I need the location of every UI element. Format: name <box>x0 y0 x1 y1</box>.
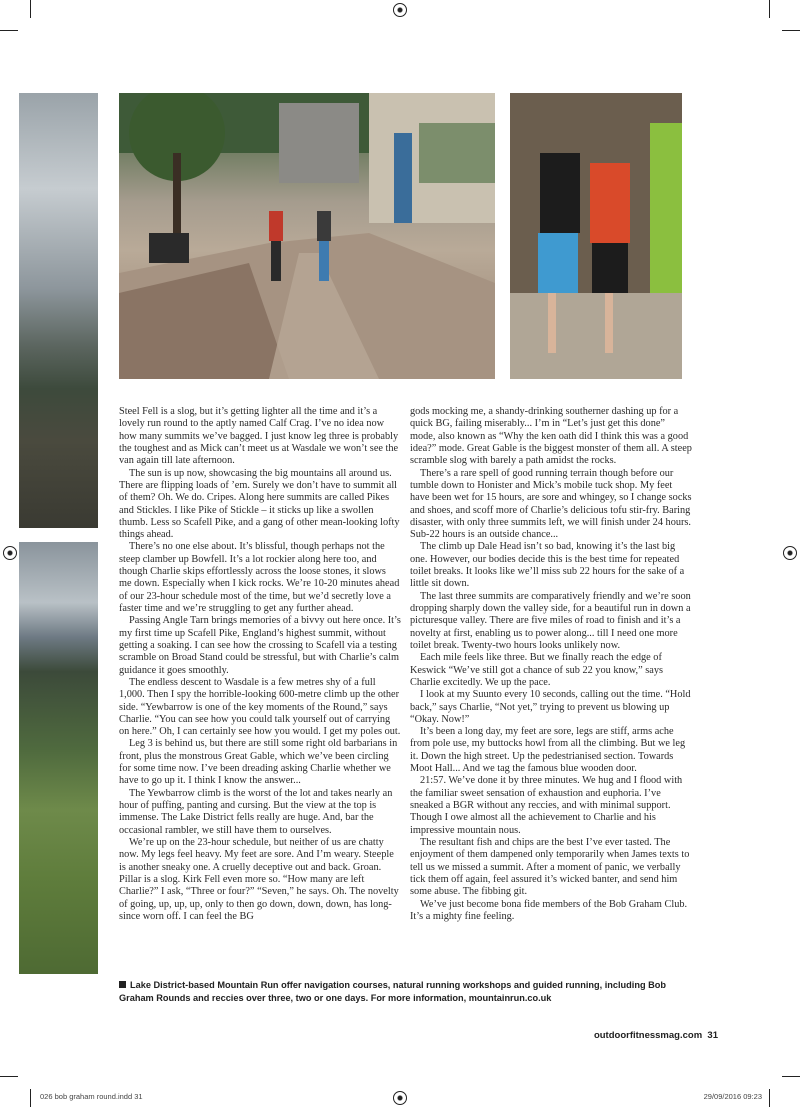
street-running-photo <box>119 93 495 379</box>
footnote-text: Lake District-based Mountain Run offer navigation courses, natural running workshops and guided running, including Bob Graham Rounds and reccies over three, two or one days. For more information, mountainrun.co.uk <box>119 980 666 1003</box>
crop-mark <box>782 30 800 31</box>
magazine-site: outdoorfitnessmag.com <box>593 1030 703 1041</box>
hug-scene-illustration <box>510 93 682 379</box>
paragraph: There’s no one else about. It’s blissful, though perhaps not the steep clamber up Bowfell. It’s a lot rockier along here too, and though Charlie skips effortlessly across the loose stones, it slows me down. Especially when I kick rocks. We’re 10-20 minutes ahead of our 23-hour schedule most of the time, but we’d secretly love a faster time and we’re struggling to get any further ahead. <box>119 541 400 614</box>
street-scene-illustration <box>119 93 495 379</box>
registration-mark <box>393 1091 407 1105</box>
paragraph: The Yewbarrow climb is the worst of the lot and takes nearly an hour of puffing, panting and cursing. But the view at the top is immense. The Lake District fells really are huge. And, bar the occasional rambler, we still have them to ourselves. <box>119 787 393 836</box>
paragraph: Passing Angle Tarn brings memories of a bivvy out here once. It’s my first time up Scafell Pike, England’s highest summit, without getting a soaking. I can see how the crossing to Scafell via a testing scramble on Broad Stand could be stressful, but with Charlie’s calm guidance it goes smoothly. <box>119 615 401 676</box>
paragraph: There’s a rare spell of good running terrain though before our tumble down to Honister and Mick’s mobile tuck shop. My feet have been wet for 15 hours, are sore and whingey, so I change socks and shoes, and scoff more of Charlie’s delicious tofu stir-fry. Baring disaster, with only three summits left, we will finish under 24 hours. Sub-22 hours is an outside chance... <box>410 467 692 541</box>
registration-mark <box>393 3 407 17</box>
paragraph: The sun is up now, showcasing the big mountains all around us. There are flipping loads of ’em. Surely we don’t have to summit all of them? Oh. We do. Cripes. Along here summits are called Pikes and Stickles. I like Pike of Stickle – it sticks up like a swollen thumb. Less so Scafell Pike, and a gang of other mean-looking lofty things ahead. <box>119 467 400 541</box>
paragraph: The climb up Dale Head isn’t so bad, knowing it’s the last big one. However, our bodies decide this is the best time for repeated toilet breaks. It looks like we’ll miss sub 22 hours for the sake of a little sit down. <box>410 541 685 590</box>
article-column-1 <box>119 406 401 923</box>
paragraph: The resultant fish and chips are the best I’ve ever tasted. The enjoyment of them dampened only temporarily when James texts to tell us we missed a summit. After a moment of panic, we verbally tick them off again, feel assured it’s wicked banter, and send him some abuse. The fibbing git. <box>410 836 690 898</box>
crop-mark <box>769 1089 770 1107</box>
registration-mark <box>783 546 797 560</box>
page-folio <box>594 1030 718 1041</box>
paragraph: I look at my Suunto every 10 seconds, calling out the time. “Hold back,” says Charlie, “Not yet,” trying to prevent us blowing up “Okay. Now!” <box>410 689 691 725</box>
crop-mark <box>30 0 31 18</box>
paragraph: Leg 3 is behind us, but there are still some right old barbarians in front, plus the monstrous Great Gable, which we’ve been circling for some time now. I’ve been dreading asking Charlie whether we have to go up it. I think I know the answer... <box>119 738 398 787</box>
paragraph: The endless descent to Wasdale is a few metres shy of a full 1,000. Then I spy the horrible-looking 600-metre climb up the other side. “Yewbarrow is one of the key moments of the Round,” says Charlie. “You can see how you could talk yourself out of carrying on here.” Oh, I can certainly see how you would. I get my poles out. <box>119 676 401 738</box>
square-bullet-icon <box>119 981 126 988</box>
page-number: 31 <box>707 1030 718 1041</box>
crop-mark <box>769 0 770 18</box>
finish-hug-photo <box>510 93 682 379</box>
paragraph: Steel Fell is a slog, but it’s getting lighter all the time and it’s a lovely run round to the aptly named Calf Crag. I’ve no idea now how many summits we’ve bagged. I just know leg three is probably the toughest and as Mick can’t meet us at Wasdale we won’t see the van again till late afternoon. <box>119 406 399 467</box>
crop-mark <box>782 1076 800 1077</box>
paragraph: Each mile feels like three. But we finally reach the edge of Keswick “We’ve still got a chance of sub 22 you know,” says Charlie excitedly. We up the pace. <box>410 652 663 688</box>
paragraph: The last three summits are comparatively friendly and we’re soon dropping sharply down the valley side, for a beautiful run in down a picturesque valley. There are five miles of road to finish and it’s a novelty at first, enabling us to power along... till I need one more toilet break. Twenty-two hours looks unlikely now. <box>410 590 691 651</box>
paragraph: It’s been a long day, my feet are sore, legs are stiff, arms ache from pole use, my buttocks howl from all the climbing. But we leg it. Down the high street. Up the pedestrianised section. Towards Moot Hall... And we tag the famous blue wooden door. <box>410 726 686 775</box>
paragraph: We’re up on the 23-hour schedule, but neither of us are chatty now. My legs feel heavy. My feet are sore. And I’m weary. Steeple is another sneaky one. A cruelly deceptive out and back. Groan. Pillar is a slog. Kirk Fell even more so. “How many are left Charlie?” I ask, “Three or four?” “Seven,” he says. Oh. The novelty of going, up, up, up, only to then go down, down, down, has long-since worn off. I can feel the BG <box>119 836 399 922</box>
crop-mark <box>0 30 18 31</box>
slug-date: 29/09/2016 09:23 <box>703 1092 762 1101</box>
paragraph: gods mocking me, a shandy-drinking southerner dashing up for a quick BG, failing miserably... I’m in “Let’s just get this done” mode, also known as “Why the ken oath did I think this was a good idea?” mode. Great Gable is the biggest monster of them all. A steep scramble slog with barely a path amidst the rocks. <box>410 406 692 467</box>
slug-file: 026 bob graham round.indd 31 <box>40 1092 143 1101</box>
landscape-photo-top <box>19 93 98 528</box>
crop-mark <box>0 1076 18 1077</box>
registration-mark <box>3 546 17 560</box>
landscape-photo-bottom <box>19 542 98 974</box>
paragraph: 21:57. We’ve done it by three minutes. We hug and I flood with the familiar sweet sensation of exhaustion and euphoria. I’ve sneaked a BGR without any reccies, and with minimal support. Though I owe almost all the achievement to Charlie and his impressive mountain nous. <box>410 775 683 836</box>
footnote <box>119 979 681 1004</box>
paragraph: We’ve just become bona fide members of the Bob Graham Club. It’s a mighty fine feeling. <box>410 898 688 922</box>
crop-mark <box>30 1089 31 1107</box>
article-column-2 <box>410 406 692 923</box>
